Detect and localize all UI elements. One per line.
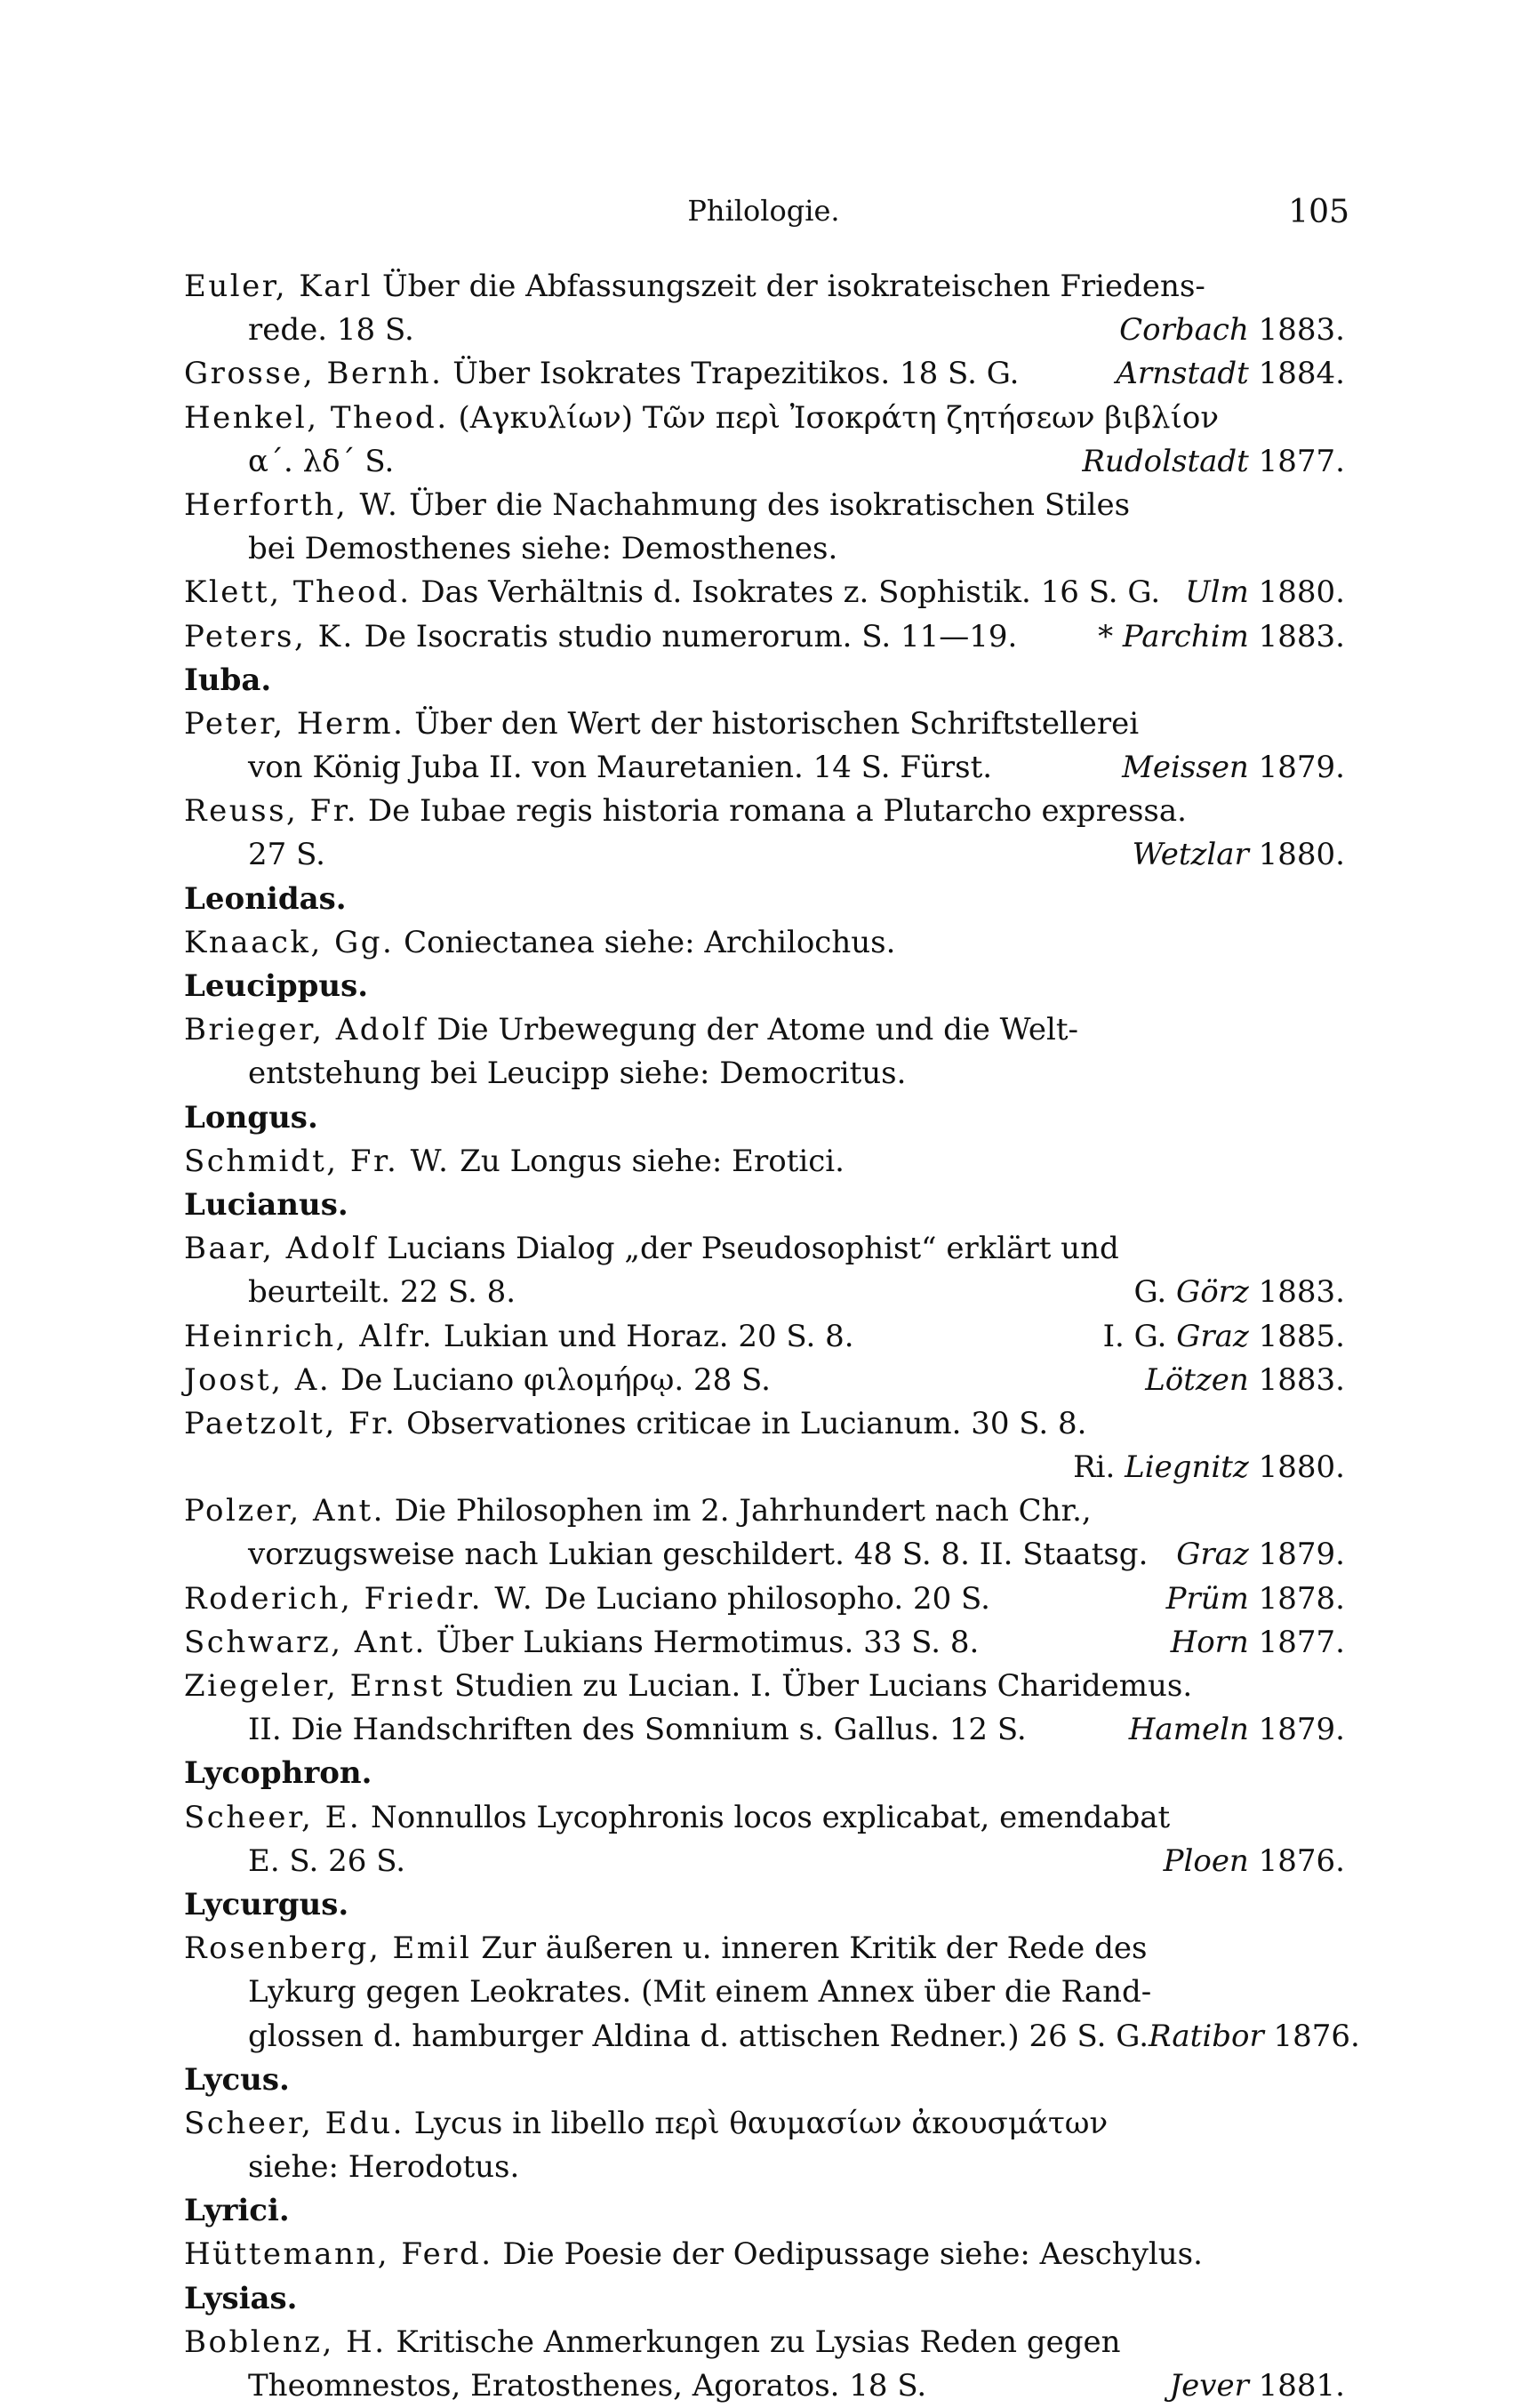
entry-text: beurteilt. 22 S. 8. bbox=[248, 1274, 516, 1311]
bib-entry-line bbox=[184, 1315, 1345, 1359]
year: 1883. bbox=[1258, 618, 1345, 654]
entry-text: Nonnullos Lycophronis locos explicabat, emendabat bbox=[371, 1799, 1171, 1835]
year: 1883. bbox=[1258, 1274, 1345, 1311]
bib-entry-line bbox=[184, 1621, 1345, 1665]
entry-main bbox=[248, 440, 394, 484]
entry-text: De Isocratis studio numerorum. S. 11—19. bbox=[364, 618, 1018, 654]
entry-text: Über Lukians Hermotimus. 33 S. 8. bbox=[436, 1624, 980, 1660]
place-name: Ulm bbox=[1185, 574, 1249, 611]
section-heading: Lycophron. bbox=[184, 1755, 372, 1792]
entry-text: Coniectanea siehe: Archilochus. bbox=[404, 924, 896, 960]
bib-entry-line bbox=[184, 1577, 1345, 1621]
section-heading: Longus. bbox=[184, 1099, 318, 1136]
year: 1879. bbox=[1258, 1537, 1345, 1573]
entry-publication bbox=[1171, 1621, 1345, 1665]
author-name: Knaack, Gg. bbox=[184, 924, 395, 960]
place-name: Graz bbox=[1176, 1537, 1249, 1573]
bib-entry-line bbox=[184, 2102, 1345, 2146]
entry-text: entstehung bei Leucipp siehe: Democritus. bbox=[248, 1056, 907, 1092]
bib-entry-line bbox=[184, 352, 1345, 396]
bib-entry-line bbox=[184, 571, 1345, 614]
year: 1876. bbox=[1258, 1842, 1345, 1879]
entry-main bbox=[248, 2149, 519, 2185]
bib-entry-line bbox=[184, 790, 1345, 833]
entry-text: glossen d. hamburger Aldina d. attischen Redner.) 26 S. G. bbox=[248, 2018, 1149, 2054]
entry-main bbox=[184, 615, 1017, 659]
year: 1878. bbox=[1258, 1580, 1345, 1617]
section-heading: Lycus. bbox=[184, 2061, 290, 2098]
bib-continuation-line bbox=[184, 2015, 1360, 2059]
entry-text: Theomnestos, Eratosthenes, Agoratos. 18 S. bbox=[248, 2368, 927, 2404]
author-name: Klett, Theod. bbox=[184, 574, 412, 611]
bib-continuation-line bbox=[184, 527, 1345, 571]
entry-publication bbox=[1133, 833, 1345, 877]
bib-entry-line bbox=[184, 1227, 1345, 1271]
bib-continuation-line bbox=[184, 1971, 1345, 2014]
bib-entry-line bbox=[184, 484, 1345, 527]
entry-publication bbox=[1166, 1577, 1345, 1621]
entry-main bbox=[184, 269, 1205, 304]
entry-main bbox=[184, 1144, 845, 1179]
entry-main bbox=[184, 1315, 854, 1359]
entry-text: Lucians Dialog „der Pseudosophist“ erklärt und bbox=[387, 1231, 1119, 1267]
entry-main bbox=[248, 1840, 405, 1883]
bib-entry-line bbox=[184, 1665, 1345, 1708]
bib-continuation-line bbox=[184, 1840, 1345, 1883]
author-name: Peter, Herm. bbox=[184, 705, 405, 742]
author-name: Henkel, Theod. bbox=[184, 399, 449, 436]
entry-main bbox=[184, 2236, 1203, 2272]
bib-entry-line bbox=[184, 1140, 1345, 1184]
bib-continuation-line bbox=[184, 309, 1345, 352]
entry-publication bbox=[1103, 1315, 1345, 1359]
school-type: G. bbox=[1133, 1274, 1167, 1311]
entry-text: Zu Longus siehe: Erotici. bbox=[460, 1143, 845, 1179]
place-name: Jever bbox=[1169, 2368, 1249, 2404]
year: 1880. bbox=[1258, 1449, 1345, 1486]
bib-entry-line bbox=[184, 1008, 1345, 1052]
author-name: Rosenberg, Emil bbox=[184, 1930, 472, 1967]
bib-continuation-line bbox=[184, 1533, 1345, 1577]
bib-entry-line bbox=[184, 1489, 1345, 1533]
author-name: Euler, Karl bbox=[184, 269, 373, 304]
entry-text: E. S. 26 S. bbox=[248, 1842, 406, 1879]
author-name: Ziegeler, Ernst bbox=[184, 1668, 445, 1704]
entry-text: Zur äußeren u. inneren Kritik der Rede des bbox=[481, 1930, 1148, 1967]
place-name: Liegnitz bbox=[1125, 1449, 1249, 1486]
section-heading: Iuba. bbox=[184, 662, 272, 698]
bib-entry-line bbox=[184, 921, 1345, 965]
place-name: Arnstadt bbox=[1116, 356, 1249, 392]
year: 1884. bbox=[1258, 356, 1345, 392]
bib-entry-line bbox=[184, 2321, 1345, 2364]
entry-text: von König Juba II. von Mauretanien. 14 S. Fürst. bbox=[248, 750, 993, 786]
entry-text: vorzugsweise nach Lukian geschildert. 48 S. 8. II. Staatsg. bbox=[248, 1537, 1149, 1573]
entry-text: Lycus in libello περὶ θαυμασίων ἀκουσμάτων bbox=[413, 2105, 1109, 2141]
author-name: Schmidt, Fr. W. bbox=[184, 1143, 451, 1179]
section-heading: Lysias. bbox=[184, 2280, 298, 2316]
entry-publication bbox=[1145, 1359, 1345, 1402]
bib-continuation-line bbox=[184, 1271, 1345, 1314]
author-name: Scheer, Edu. bbox=[184, 2105, 404, 2141]
section-heading: Lyrici. bbox=[184, 2193, 290, 2229]
bib-continuation-line bbox=[184, 2146, 1345, 2189]
author-name: Hüttemann, Ferd. bbox=[184, 2236, 493, 2273]
author-name: Peters, K. bbox=[184, 618, 355, 654]
entry-main bbox=[248, 1974, 1151, 2010]
entry-main bbox=[248, 833, 325, 877]
entry-text: 27 S. bbox=[248, 837, 325, 873]
year: 1885. bbox=[1258, 1318, 1345, 1354]
author-name: Baar, Adolf bbox=[184, 1231, 378, 1267]
entry-main bbox=[184, 1577, 990, 1621]
entry-main bbox=[248, 309, 414, 352]
entry-main bbox=[184, 1231, 1119, 1266]
place-name: Graz bbox=[1176, 1318, 1249, 1354]
place-name: Prüm bbox=[1165, 1580, 1249, 1617]
bib-entry-line bbox=[184, 615, 1345, 659]
bib-continuation-line bbox=[184, 746, 1345, 790]
entry-publication bbox=[1176, 1533, 1345, 1577]
year: 1880. bbox=[1258, 837, 1345, 873]
entry-main bbox=[248, 1056, 906, 1091]
author-name: Joost, A. bbox=[184, 1361, 332, 1398]
bib-entry-line bbox=[184, 2233, 1345, 2276]
year: 1883. bbox=[1258, 312, 1345, 349]
year: 1879. bbox=[1258, 750, 1345, 786]
author-name: Heinrich, Alfr. bbox=[184, 1318, 435, 1354]
place-name: Ploen bbox=[1163, 1842, 1249, 1879]
section-heading: Leonidas. bbox=[184, 880, 347, 917]
entry-text: Die Poesie der Oedipussage siehe: Aeschylus. bbox=[502, 2236, 1203, 2273]
entry-publication bbox=[1116, 352, 1345, 396]
entry-text: (Αγκυλίων) Τῶν περὶ Ἰσοκράτη ζητήσεων βιβλίον bbox=[458, 399, 1220, 436]
entry-main bbox=[184, 1930, 1147, 1966]
entry-main bbox=[248, 1271, 516, 1314]
entry-main bbox=[184, 571, 1160, 614]
entry-publication bbox=[1073, 1446, 1345, 1489]
page-header bbox=[178, 194, 1349, 238]
entry-main bbox=[248, 531, 837, 566]
entry-main bbox=[184, 1800, 1170, 1835]
entry-text: II. Die Handschriften des Somnium s. Gallus. 12 S. bbox=[248, 1712, 1027, 1748]
entry-publication bbox=[1098, 615, 1345, 659]
author-name: Polzer, Ant. bbox=[184, 1493, 385, 1529]
bib-entry-line bbox=[184, 1927, 1345, 1971]
bib-entry-line bbox=[184, 397, 1345, 440]
author-name: Schwarz, Ant. bbox=[184, 1624, 427, 1660]
place-name: Wetzlar bbox=[1132, 837, 1249, 873]
entry-publication bbox=[1185, 571, 1345, 614]
entry-main bbox=[248, 2364, 926, 2408]
entry-main bbox=[184, 1621, 979, 1665]
entry-main bbox=[184, 1668, 1192, 1704]
entry-main bbox=[248, 1708, 1027, 1752]
place-name: Meissen bbox=[1122, 750, 1249, 786]
place-name: Rudolstadt bbox=[1082, 443, 1249, 479]
place-name: Ratibor bbox=[1149, 2018, 1264, 2054]
entry-main bbox=[184, 400, 1219, 436]
school-type: Ri. bbox=[1073, 1449, 1116, 1486]
entry-text: Lukian und Horaz. 20 S. 8. bbox=[443, 1318, 854, 1354]
place-name: Horn bbox=[1170, 1624, 1249, 1660]
author-name: Grosse, Bernh. bbox=[184, 356, 444, 392]
school-type: I. G. bbox=[1102, 1318, 1167, 1354]
author-name: Roderich, Friedr. W. bbox=[184, 1580, 535, 1617]
year: 1881. bbox=[1258, 2368, 1345, 2404]
year: 1879. bbox=[1258, 1712, 1345, 1748]
bib-entry-line bbox=[184, 1402, 1345, 1446]
entry-text: α΄. λδ΄ S. bbox=[248, 443, 395, 479]
entry-main bbox=[184, 352, 1019, 396]
entry-main bbox=[184, 2106, 1108, 2141]
bib-continuation-line bbox=[184, 440, 1345, 484]
entry-text: Die Philosophen im 2. Jahrhundert nach Chr., bbox=[394, 1493, 1092, 1529]
bib-continuation-line bbox=[184, 1446, 1345, 1489]
entry-main bbox=[184, 1493, 1092, 1529]
place-name: Parchim bbox=[1122, 618, 1249, 654]
entry-main bbox=[184, 1406, 1086, 1441]
entry-main bbox=[184, 1359, 771, 1402]
entry-main bbox=[184, 487, 1130, 523]
entry-main bbox=[184, 706, 1139, 742]
entry-text: De Luciano φιλομήρῳ. 28 S. bbox=[340, 1361, 771, 1398]
entry-main bbox=[184, 1012, 1078, 1047]
place-name: Lötzen bbox=[1145, 1361, 1249, 1398]
entry-text: Über Isokrates Trapezitikos. 18 S. G. bbox=[452, 356, 1020, 392]
entry-text: Observationes criticae in Lucianum. 30 S. 8. bbox=[406, 1405, 1087, 1441]
year: 1880. bbox=[1258, 574, 1345, 611]
entry-main bbox=[248, 2015, 1149, 2059]
author-name: Herforth, W. bbox=[184, 486, 400, 523]
author-name: Scheer, E. bbox=[184, 1799, 362, 1835]
entry-text: siehe: Herodotus. bbox=[248, 2149, 520, 2186]
entry-publication bbox=[1133, 1271, 1345, 1314]
entry-text: Kritische Anmerkungen zu Lysias Reden gegen bbox=[396, 2324, 1121, 2360]
year: 1876. bbox=[1273, 2018, 1360, 2054]
page-number: 105 bbox=[1288, 194, 1349, 230]
entry-main bbox=[248, 746, 992, 790]
entry-text: Die Urbewegung der Atome und die Welt- bbox=[436, 1012, 1078, 1048]
section-heading: Lucianus. bbox=[184, 1186, 348, 1223]
year: 1883. bbox=[1258, 1361, 1345, 1398]
bib-continuation-line bbox=[184, 1052, 1345, 1096]
bib-entry-line bbox=[184, 265, 1345, 309]
place-name: Hameln bbox=[1128, 1712, 1249, 1748]
year: 1877. bbox=[1258, 443, 1345, 479]
section-heading: Leucippus. bbox=[184, 968, 369, 1004]
entry-text: De Luciano philosopho. 20 S. bbox=[544, 1580, 990, 1617]
bib-entry-line bbox=[184, 1359, 1345, 1402]
place-name: Görz bbox=[1176, 1274, 1249, 1311]
entry-publication bbox=[1119, 309, 1345, 352]
bib-entry-line bbox=[184, 702, 1345, 746]
place-name: Corbach bbox=[1119, 312, 1249, 349]
entry-main bbox=[248, 1533, 1148, 1577]
author-name: Paetzolt, Fr. bbox=[184, 1405, 397, 1441]
entry-text: Lykurg gegen Leokrates. (Mit einem Annex über die Rand- bbox=[248, 1974, 1152, 2011]
entry-publication bbox=[1149, 2015, 1360, 2059]
bib-continuation-line bbox=[184, 1708, 1345, 1752]
entry-main bbox=[184, 925, 895, 960]
author-name: Boblenz, H. bbox=[184, 2324, 387, 2360]
entry-text: Über die Abfassungszeit der isokrateischen Friedens- bbox=[381, 269, 1205, 304]
author-name: Brieger, Adolf bbox=[184, 1012, 428, 1048]
entry-publication bbox=[1164, 1840, 1345, 1883]
school-type: * bbox=[1098, 618, 1114, 654]
bibliography-list bbox=[184, 265, 1360, 2408]
page-title: Philologie. bbox=[687, 194, 840, 228]
entry-publication bbox=[1170, 2364, 1346, 2408]
bib-continuation-line bbox=[184, 2364, 1345, 2408]
entry-text: Das Verhältnis d. Isokrates z. Sophistik. 16 S. G. bbox=[420, 574, 1161, 611]
bib-entry-line bbox=[184, 1796, 1345, 1840]
entry-publication bbox=[1122, 746, 1345, 790]
bib-continuation-line bbox=[184, 833, 1345, 877]
entry-main bbox=[184, 793, 1187, 829]
entry-text: rede. 18 S. bbox=[248, 312, 414, 349]
entry-text: Über die Nachahmung des isokratischen Stiles bbox=[409, 486, 1131, 523]
entry-text: Studien zu Lucian. I. Über Lucians Charidemus. bbox=[454, 1668, 1193, 1704]
year: 1877. bbox=[1258, 1624, 1345, 1660]
section-heading: Lycurgus. bbox=[184, 1886, 349, 1922]
entry-text: bei Demosthenes siehe: Demosthenes. bbox=[248, 531, 838, 567]
entry-publication bbox=[1129, 1708, 1345, 1752]
author-name: Reuss, Fr. bbox=[184, 793, 359, 830]
entry-publication bbox=[1082, 440, 1345, 484]
entry-text: Über den Wert der historischen Schriftstellerei bbox=[414, 705, 1140, 742]
entry-text: De Iubae regis historia romana a Plutarcho expressa. bbox=[367, 793, 1187, 830]
